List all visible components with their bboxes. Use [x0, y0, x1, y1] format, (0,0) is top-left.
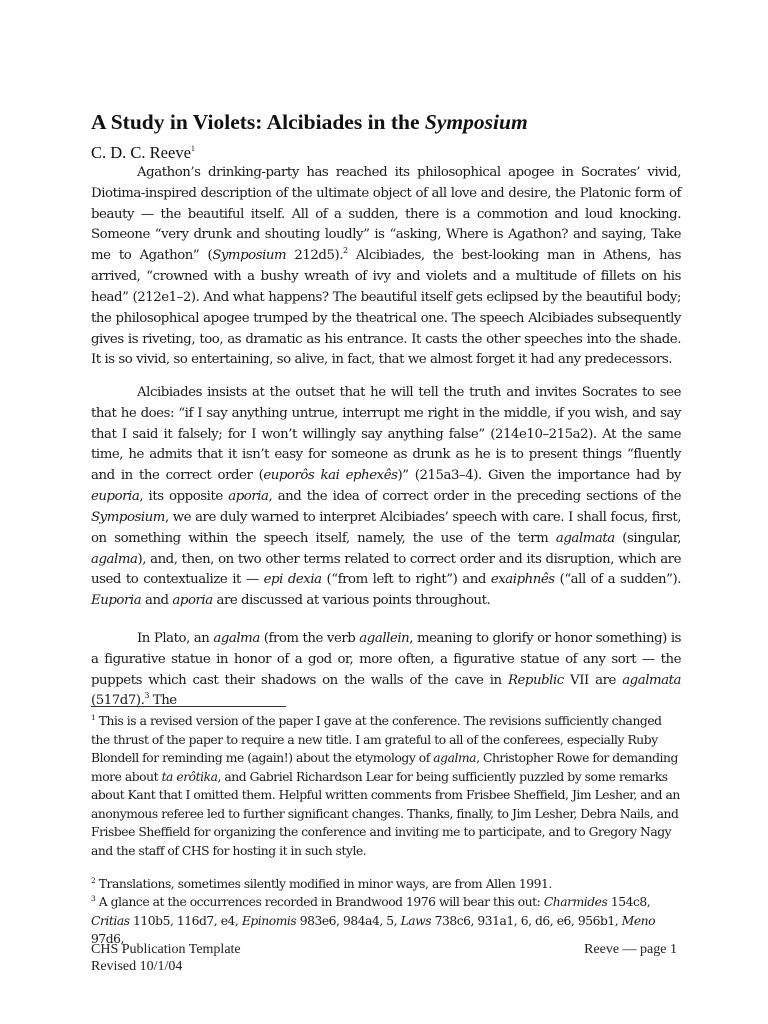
fn3-italic-2: Critias — [91, 913, 130, 928]
p2-text-2: )” (215a3–4). Given the importance had by — [397, 468, 681, 484]
p3-text-4: VII are — [563, 672, 623, 688]
p3-text-3: , meaning to glorify or honor something) is a figurative statue in honor of a god or, more often, a figurative statue of any sort — the puppets which cast their shadows on the walls of the cave in — [91, 631, 682, 688]
footer-revised-line: Revised 10/1/04 — [91, 959, 183, 974]
p1-text-1: Agathon’s drinking-party has reached its philosophical apogee in Socrates’ vivid, Diotima-inspired description of the ultimate object of all love and desire, the Platonic form of beauty — the beautiful itself. All of a sudden, there is a commotion and loud knocking. Someone “very drunk and shouting loudly” is “asking, Where is Agathon? and saying, Take me to Agathon” ( — [91, 165, 681, 264]
p2-text-6: (singular, — [614, 530, 681, 546]
fn3-text-6: 97d6, — [91, 932, 125, 946]
footer-page-label: Reeve — page 1 — [584, 942, 677, 957]
p2-italic-7: epi dexia — [263, 572, 322, 588]
p1-text-3: Alcibiades, the best-looking man in Athens, has arrived, “crowned with a bushy wreath of ivy and violets and a multitude of fillets on his head” (212e1–2). And what happens? The beautiful itself gets eclipsed by the beautiful body; the philosophical apogee trumped by the theatrical one. The speech Alcibiades subsequently gives is riveting, too, as dramatic as his entrance. It casts the other speeches into the shade. It is so vivid, so entertaining, so alive, in fact, that we almost forget it had any predecessors. — [91, 248, 682, 368]
p3-italic-3: Republic — [507, 672, 564, 688]
p2-text-5: , we are duly warned to interpret Alcibiades’ speech with care. I shall focus, first, on something within the speech itself, namely, the use of the term — [91, 509, 681, 546]
p2-italic-6: agalma — [91, 551, 138, 567]
footnote-ref-2: 2 — [343, 246, 348, 256]
fn1-italic-2: ta erôtika — [161, 769, 218, 784]
p3-text-2: (from the verb — [259, 631, 360, 646]
p2-text-9: (“all of a sudden”). — [554, 572, 682, 588]
fn3-italic-5: Meno — [621, 913, 656, 928]
p1-text-2: 212d5). — [286, 248, 344, 264]
fn1-text-1: This is a revised version of the paper I gave at the conference. The revisions sufficiently changed the thrust of the paper to require a new title. I am grateful to all of the conferees, especially Ruby Blondell for reminding me (again!) about the etymology of — [91, 714, 662, 765]
fn1-text-2: , Christopher Rowe for demanding more about — [91, 751, 678, 784]
footer-left — [91, 941, 241, 975]
title-italic: Symposium — [424, 110, 528, 134]
body-paragraph-3 — [91, 629, 682, 709]
p1-italic-1: Symposium — [212, 248, 287, 264]
p3-text-5: (517d7). — [91, 693, 145, 709]
p2-italic-3: aporia — [228, 489, 269, 505]
fn3-italic-3: Epinomis — [241, 913, 297, 928]
p3-italic-1: agalma — [213, 631, 260, 646]
p2-text-4: , and the idea of correct order in the preceding sections of the — [268, 489, 682, 505]
fn3-text-4: 983e6, 984a4, 5, — [296, 913, 401, 928]
footnote-ref-3: 3 — [144, 691, 149, 701]
p3-text-1: In Plato, an — [137, 631, 214, 646]
p2-italic-8: exaiphnês — [490, 572, 555, 588]
footnote-3 — [91, 893, 681, 946]
fn1-italic-1: agalma — [433, 751, 477, 765]
p3-text-6: The — [149, 693, 177, 709]
fn1-text-3: , and Gabriel Richardson Lear for being sufficiently puzzled by some remarks about Kant that I omitted them. Helpful written comments from Frisbee Sheffield, Jim Lesher, and an anonymous referee led to further significant changes. Thanks, finally, to Jim Lesher, Debra Nails, and Frisbee Sheffield for organizing the conference and inviting me to participate, and to Gregory Nagy and the staff of CHS for hosting it in such style. — [91, 769, 680, 858]
p2-text-7: ), and, then, on two other terms related to correct order and its disruption, which are used to contextualize it — — [91, 551, 681, 588]
footnote-separator — [91, 706, 286, 707]
p2-text-3: , its opposite — [139, 489, 229, 505]
author-line — [91, 137, 195, 165]
footnote-2 — [91, 875, 681, 895]
fn2-text-1: Translations, sometimes silently modified in minor ways, are from Allen 1991. — [95, 877, 552, 891]
p2-italic-1: euporôs kai ephexês — [263, 468, 398, 484]
p2-italic-4: Symposium — [91, 509, 165, 525]
footer-template-line: CHS Publication Template — [91, 942, 241, 957]
fn3-italic-4: Laws — [400, 913, 432, 928]
title-text: A Study in Violets: Alcibiades in the — [91, 110, 425, 134]
footnote-1 — [91, 712, 681, 880]
p2-italic-10: aporia — [172, 593, 213, 609]
footnote-2-marker: 2 — [91, 876, 96, 885]
fn3-text-3: 110b5, 116d7, e4, — [129, 913, 242, 928]
p3-italic-4: agalmata — [622, 672, 682, 688]
p2-italic-5: agalmata — [555, 530, 615, 546]
p3-italic-2: agallein — [359, 631, 410, 646]
paper-title — [91, 108, 691, 136]
fn3-text-5: 738c6, 931a1, 6, d6, e6, 956b1, — [431, 913, 622, 928]
p2-italic-2: euporia — [91, 489, 140, 505]
body-paragraph-1 — [91, 163, 681, 373]
footnote-1-marker: 1 — [91, 713, 96, 722]
p2-italic-9: Euporia — [91, 593, 142, 609]
author-footnote-marker: 1 — [190, 144, 195, 153]
fn3-text-2: 154c8, — [607, 895, 651, 909]
p2-text-10: and — [141, 593, 173, 609]
p2-text-1: Alcibiades insists at the outset that he will tell the truth and invites Socrates to see that he does: “if I say anything untrue, interrupt me right in the middle, if you wish, and say that I said it falsely; for I won’t willingly say anything false” (214e10–215a2). At the same time, he admits that it isn’t easy for someone as drunk as he is to present things “fluently and in the correct order ( — [91, 385, 681, 484]
p2-text-11: are discussed at various points throughout. — [212, 593, 491, 609]
p2-text-8: (“from left to right”) and — [321, 572, 491, 588]
fn3-italic-1: Charmides — [543, 895, 608, 909]
author-name: C. D. C. Reeve — [91, 143, 191, 162]
body-paragraph-2 — [91, 383, 681, 615]
footnote-3-marker: 3 — [91, 894, 96, 903]
fn3-text-1: A glance at the occurrences recorded in Brandwood 1976 will bear this out: — [95, 895, 544, 909]
